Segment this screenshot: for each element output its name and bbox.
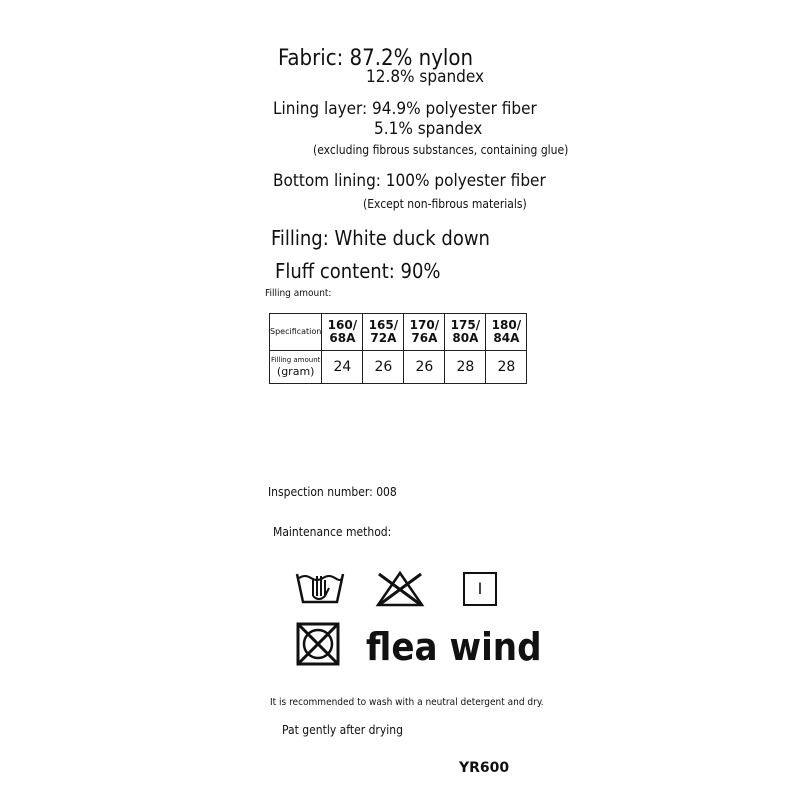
fabric-spandex: 12.8% spandex — [366, 67, 485, 87]
flea-wind-text: flea wind — [366, 625, 542, 669]
lining-note: (excluding fibrous substances, containing glue) — [313, 143, 569, 157]
size-cell: 165/ 72A — [363, 314, 404, 351]
lining-line: Lining layer: 94.9% polyester fiber — [273, 99, 537, 119]
table-header-label: Specification — [270, 314, 322, 351]
value-cell: 26 — [404, 351, 445, 384]
filling-amount-label: Filling amount: — [265, 288, 332, 299]
recommend-text: It is recommended to wash with a neutral detergent and dry. — [270, 697, 544, 708]
no-tumble-dry-icon — [296, 622, 340, 666]
value-cell: 24 — [322, 351, 363, 384]
value-cell: 28 — [486, 351, 527, 384]
no-bleach-icon — [375, 570, 425, 608]
bottom-lining-line: Bottom lining: 100% polyester fiber — [273, 171, 546, 191]
size-cell: 180/ 84A — [486, 314, 527, 351]
fluff-line: Fluff content: 90% — [275, 259, 441, 283]
maintenance-label: Maintenance method: — [273, 525, 392, 539]
hand-wash-icon — [295, 566, 345, 606]
drip-dry-icon: I — [463, 572, 497, 606]
table-row — [270, 351, 527, 384]
filling-table — [269, 313, 527, 384]
inspection-number: Inspection number: 008 — [268, 485, 397, 499]
value-cell: 26 — [363, 351, 404, 384]
size-cell: 175/ 80A — [445, 314, 486, 351]
size-cell: 160/ 68A — [322, 314, 363, 351]
fabric-line: Fabric: 87.2% nylon — [278, 46, 474, 71]
value-cell: 28 — [445, 351, 486, 384]
row-label: Filling amount (gram) — [270, 351, 322, 384]
product-code: YR600 — [459, 760, 510, 776]
lining-spandex: 5.1% spandex — [374, 119, 483, 139]
table-row — [270, 314, 527, 351]
bottom-lining-note: (Except non-fibrous materials) — [363, 197, 527, 211]
pat-text: Pat gently after drying — [282, 723, 403, 737]
size-cell: 170/ 76A — [404, 314, 445, 351]
filling-line: Filling: White duck down — [271, 226, 490, 250]
